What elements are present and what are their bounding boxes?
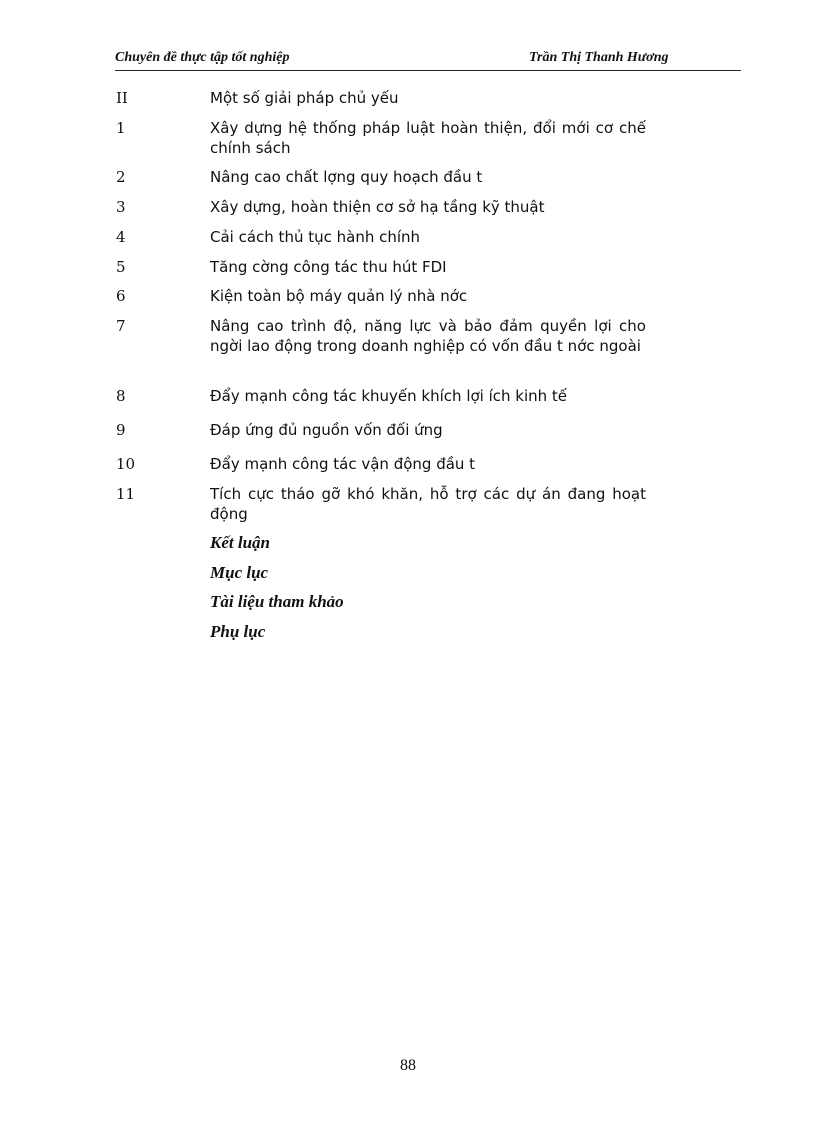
back-matter-conclusion: Kết luận <box>210 533 270 552</box>
toc-title: Cải cách thủ tục hành chính <box>210 228 421 246</box>
toc-title: Một số giải pháp chủ yếu <box>210 89 399 107</box>
toc-number: 5 <box>116 258 126 276</box>
toc-title: Nâng cao trình độ, năng lực và bảo đảm quyền lợi cho ngời lao động trong doanh nghiệp có vốn đầu t nớc ngoài <box>210 317 646 355</box>
toc-number: 4 <box>116 228 126 246</box>
back-matter-references: Tài liệu tham khảo <box>210 592 344 611</box>
toc-number: 3 <box>116 198 126 216</box>
page-number: 88 <box>400 1057 416 1074</box>
toc-title: Đẩy mạnh công tác khuyến khích lợi ích kinh tế <box>210 387 568 405</box>
toc-title: Xây dựng, hoàn thiện cơ sở hạ tầng kỹ thuật <box>210 198 545 216</box>
back-matter-contents: Mục lục <box>210 563 269 582</box>
toc-number: 7 <box>116 317 126 335</box>
toc-title: Nâng cao chất lợng quy hoạch đầu t <box>210 168 483 186</box>
toc-title: Tích cực tháo gỡ khó khăn, hỗ trợ các dự án đang hoạt động <box>210 485 646 523</box>
toc-title: Đẩy mạnh công tác vận động đầu t <box>210 455 476 473</box>
header-document-title: Chuyên đề thực tập tốt nghiệp <box>115 50 290 65</box>
toc-number: 6 <box>116 287 126 305</box>
toc-title: Đáp ứng đủ nguồn vốn đối ứng <box>210 421 443 439</box>
page-header <box>115 48 741 71</box>
toc-title: Xây dựng hệ thống pháp luật hoàn thiện, đổi mới cơ chế chính sách <box>210 119 646 157</box>
toc-number: 10 <box>116 455 136 473</box>
toc-number: 8 <box>116 387 126 405</box>
toc-title: Kiện toàn bộ máy quản lý nhà nớc <box>210 287 468 305</box>
toc-number: II <box>116 89 128 107</box>
back-matter-appendix: Phụ lục <box>210 622 266 641</box>
toc-number: 1 <box>116 119 126 137</box>
header-author-name: Trần Thị Thanh Hương <box>529 50 669 65</box>
toc-number: 11 <box>116 485 136 503</box>
toc-title: Tăng cờng công tác thu hút FDI <box>210 258 447 276</box>
toc-number: 9 <box>116 421 126 439</box>
toc-number: 2 <box>116 168 126 186</box>
